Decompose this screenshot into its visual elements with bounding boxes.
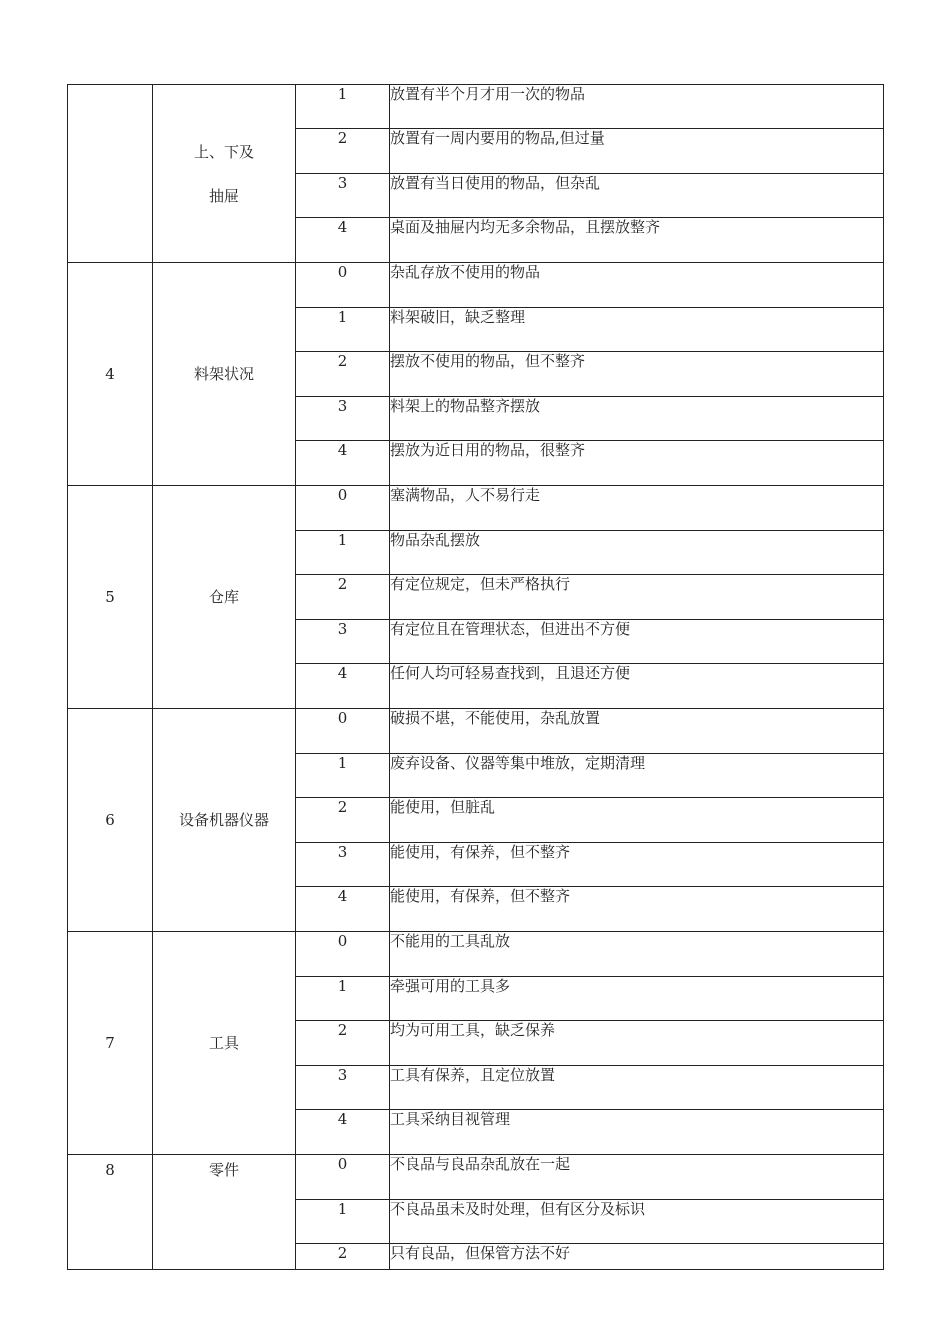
description-cell: 放置有半个月才用一次的物品 [390, 85, 884, 129]
description-cell: 摆放不使用的物品，但不整齐 [390, 352, 884, 397]
description-cell: 料架破旧，缺乏整理 [390, 308, 884, 352]
score-cell: 2 [296, 129, 390, 174]
description-cell: 均为可用工具，缺乏保养 [390, 1021, 884, 1066]
description-cell: 能使用，有保养，但不整齐 [390, 843, 884, 887]
item-number-cell: 6 [68, 709, 153, 932]
score-cell: 2 [296, 352, 390, 397]
description-cell: 破损不堪，不能使用，杂乱放置 [390, 709, 884, 754]
description-cell: 有定位规定，但未严格执行 [390, 575, 884, 620]
item-number-cell: 7 [68, 932, 153, 1155]
score-cell: 1 [296, 1200, 390, 1244]
score-cell: 2 [296, 1244, 390, 1270]
score-cell: 2 [296, 575, 390, 620]
item-number-cell: 8 [68, 1155, 153, 1270]
item-name-cell [153, 486, 296, 709]
score-cell: 1 [296, 754, 390, 798]
description-cell: 放置有当日使用的物品，但杂乱 [390, 174, 884, 218]
item-name [153, 365, 295, 383]
description-cell: 物品杂乱摆放 [390, 531, 884, 575]
description-cell: 废弃设备、仪器等集中堆放，定期清理 [390, 754, 884, 798]
score-cell: 4 [296, 887, 390, 932]
item-name-line: 料架状况 [193, 365, 254, 383]
item-name-line: 设备机器仪器 [178, 811, 269, 829]
table-row [68, 1155, 884, 1200]
score-cell: 2 [296, 1021, 390, 1066]
table-row [68, 486, 884, 531]
item-name-cell [153, 1155, 296, 1270]
description-cell: 桌面及抽屉内均无多余物品，且摆放整齐 [390, 218, 884, 263]
description-cell: 不良品与良品杂乱放在一起 [390, 1155, 884, 1200]
score-cell: 3 [296, 1066, 390, 1110]
score-cell: 1 [296, 977, 390, 1021]
description-cell: 只有良品，但保管方法不好 [390, 1244, 884, 1270]
description-cell: 不良品虽未及时处理，但有区分及标识 [390, 1200, 884, 1244]
score-cell: 1 [296, 85, 390, 129]
table-row [68, 709, 884, 754]
score-cell: 3 [296, 843, 390, 887]
score-cell: 4 [296, 1110, 390, 1155]
evaluation-table [67, 84, 884, 1270]
item-name-line: 零件 [208, 1161, 239, 1179]
item-name [153, 130, 295, 218]
score-cell: 2 [296, 798, 390, 843]
score-cell: 4 [296, 441, 390, 486]
item-name-line: 仓库 [208, 588, 239, 606]
description-cell: 能使用，但脏乱 [390, 798, 884, 843]
score-cell: 1 [296, 531, 390, 575]
description-cell: 摆放为近日用的物品，很整齐 [390, 441, 884, 486]
description-cell: 牵强可用的工具多 [390, 977, 884, 1021]
description-cell: 能使用，有保养，但不整齐 [390, 887, 884, 932]
item-name [153, 1034, 295, 1052]
table-row [68, 263, 884, 308]
table-body [68, 85, 884, 1270]
item-name-line: 抽屉 [208, 186, 239, 205]
description-cell: 工具采纳目视管理 [390, 1110, 884, 1155]
item-name [153, 588, 295, 606]
score-cell: 0 [296, 1155, 390, 1200]
item-number-cell: 5 [68, 486, 153, 709]
description-cell: 有定位且在管理状态，但进出不方便 [390, 620, 884, 664]
item-number-cell [68, 85, 153, 263]
score-cell: 3 [296, 397, 390, 441]
description-cell: 杂乱存放不使用的物品 [390, 263, 884, 308]
item-name-cell [153, 263, 296, 486]
table-row [68, 932, 884, 977]
item-name [153, 1161, 295, 1179]
description-cell: 塞满物品，人不易行走 [390, 486, 884, 531]
score-cell: 0 [296, 263, 390, 308]
score-cell: 4 [296, 218, 390, 263]
item-name-line: 工具 [208, 1034, 239, 1052]
score-cell: 3 [296, 174, 390, 218]
description-cell: 放置有一周内要用的物品,但过量 [390, 129, 884, 174]
score-cell: 3 [296, 620, 390, 664]
description-cell: 不能用的工具乱放 [390, 932, 884, 977]
item-name-cell [153, 85, 296, 263]
item-number-cell: 4 [68, 263, 153, 486]
score-cell: 0 [296, 486, 390, 531]
score-cell: 4 [296, 664, 390, 709]
score-cell: 1 [296, 308, 390, 352]
description-cell: 料架上的物品整齐摆放 [390, 397, 884, 441]
score-cell: 0 [296, 932, 390, 977]
table-row [68, 85, 884, 129]
item-name-line: 上、下及 [193, 142, 254, 161]
description-cell: 任何人均可轻易查找到，且退还方便 [390, 664, 884, 709]
description-cell: 工具有保养，且定位放置 [390, 1066, 884, 1110]
item-name-cell [153, 932, 296, 1155]
item-name [153, 811, 295, 829]
score-cell: 0 [296, 709, 390, 754]
item-name-cell [153, 709, 296, 932]
